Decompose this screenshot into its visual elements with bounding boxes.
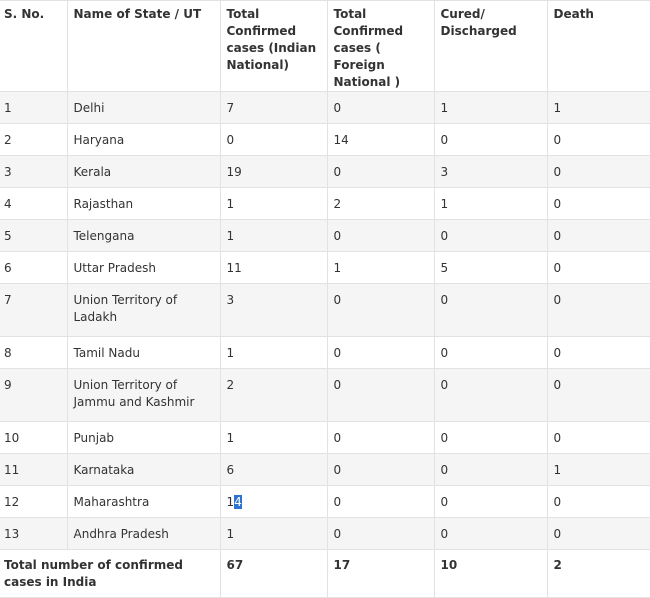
cell-cured: 5 xyxy=(434,252,547,284)
cell-indian: 19 xyxy=(220,156,327,188)
cell-death: 0 xyxy=(547,156,650,188)
cell-foreign: 0 xyxy=(327,518,434,550)
table-row xyxy=(0,188,650,220)
header-sno: S. No. xyxy=(0,1,67,92)
cell-state: Telengana xyxy=(67,220,220,252)
total-foreign: 17 xyxy=(327,550,434,598)
cell-death: 0 xyxy=(547,220,650,252)
cell-foreign: 0 xyxy=(327,486,434,518)
table-row xyxy=(0,369,650,422)
cell-sno: 6 xyxy=(0,252,67,284)
cell-death: 0 xyxy=(547,337,650,369)
cell-state: Delhi xyxy=(67,92,220,124)
cell-death: 1 xyxy=(547,92,650,124)
cell-sno: 9 xyxy=(0,369,67,422)
table-row xyxy=(0,156,650,188)
cell-state: Karnataka xyxy=(67,454,220,486)
table-row xyxy=(0,454,650,486)
header-state: Name of State / UT xyxy=(67,1,220,92)
cell-sno: 13 xyxy=(0,518,67,550)
cell-indian: 1 xyxy=(220,422,327,454)
cell-state: Andhra Pradesh xyxy=(67,518,220,550)
cell-foreign: 1 xyxy=(327,252,434,284)
cell-cured: 0 xyxy=(434,220,547,252)
cell-text: 1 xyxy=(226,495,235,509)
cell-sno: 7 xyxy=(0,284,67,337)
cell-death: 0 xyxy=(547,252,650,284)
cell-sno: 10 xyxy=(0,422,67,454)
header-row xyxy=(0,1,650,92)
table-row xyxy=(0,252,650,284)
table-row xyxy=(0,124,650,156)
cell-cured: 0 xyxy=(434,454,547,486)
cell-cured: 0 xyxy=(434,284,547,337)
cell-death: 0 xyxy=(547,188,650,220)
table-row xyxy=(0,220,650,252)
cell-state: Union Territory of Jammu and Kashmir xyxy=(67,369,220,422)
cell-foreign: 0 xyxy=(327,454,434,486)
cell-death: 0 xyxy=(547,486,650,518)
cell-cured: 3 xyxy=(434,156,547,188)
cell-death: 0 xyxy=(547,369,650,422)
cell-state: Haryana xyxy=(67,124,220,156)
cell-indian: 1 xyxy=(220,220,327,252)
cell-death: 0 xyxy=(547,518,650,550)
cell-state: Uttar Pradesh xyxy=(67,252,220,284)
cell-foreign: 0 xyxy=(327,220,434,252)
cell-sno: 4 xyxy=(0,188,67,220)
table-row xyxy=(0,422,650,454)
cell-indian: 3 xyxy=(220,284,327,337)
cell-indian xyxy=(220,486,327,518)
table-row xyxy=(0,518,650,550)
total-cured: 10 xyxy=(434,550,547,598)
cell-sno: 12 xyxy=(0,486,67,518)
total-death: 2 xyxy=(547,550,650,598)
cell-indian: 0 xyxy=(220,124,327,156)
cell-cured: 0 xyxy=(434,422,547,454)
cell-sno: 2 xyxy=(0,124,67,156)
cell-indian: 1 xyxy=(220,518,327,550)
cell-foreign: 0 xyxy=(327,369,434,422)
cell-state: Punjab xyxy=(67,422,220,454)
cell-foreign: 0 xyxy=(327,156,434,188)
cell-indian: 1 xyxy=(220,188,327,220)
cell-death: 0 xyxy=(547,124,650,156)
cell-sno: 1 xyxy=(0,92,67,124)
cell-sno: 5 xyxy=(0,220,67,252)
cell-cured: 1 xyxy=(434,188,547,220)
cell-indian: 2 xyxy=(220,369,327,422)
total-label: Total number of confirmed cases in India xyxy=(0,550,220,598)
cell-death: 1 xyxy=(547,454,650,486)
cell-indian: 11 xyxy=(220,252,327,284)
cell-foreign: 14 xyxy=(327,124,434,156)
text-selection[interactable]: 4 xyxy=(234,495,242,509)
cell-cured: 0 xyxy=(434,486,547,518)
cell-foreign: 0 xyxy=(327,284,434,337)
cell-sno: 11 xyxy=(0,454,67,486)
header-cured: Cured/ Discharged xyxy=(434,1,547,92)
cell-death: 0 xyxy=(547,284,650,337)
header-indian-cases: Total Confirmed cases (Indian National) xyxy=(220,1,327,92)
cell-cured: 0 xyxy=(434,369,547,422)
cell-state: Maharashtra xyxy=(67,486,220,518)
cell-state: Tamil Nadu xyxy=(67,337,220,369)
cell-sno: 8 xyxy=(0,337,67,369)
header-foreign-cases: Total Confirmed cases ( Foreign National ) xyxy=(327,1,434,92)
cell-death: 0 xyxy=(547,422,650,454)
cell-sno: 3 xyxy=(0,156,67,188)
cell-state: Rajasthan xyxy=(67,188,220,220)
header-death: Death xyxy=(547,1,650,92)
total-indian: 67 xyxy=(220,550,327,598)
cell-state: Kerala xyxy=(67,156,220,188)
cell-indian: 7 xyxy=(220,92,327,124)
total-row xyxy=(0,550,650,598)
cell-foreign: 2 xyxy=(327,188,434,220)
cell-cured: 1 xyxy=(434,92,547,124)
cell-foreign: 0 xyxy=(327,92,434,124)
cell-state: Union Territory of Ladakh xyxy=(67,284,220,337)
cell-indian: 6 xyxy=(220,454,327,486)
cell-foreign: 0 xyxy=(327,337,434,369)
table-row xyxy=(0,486,650,518)
table-row xyxy=(0,92,650,124)
cell-foreign: 0 xyxy=(327,422,434,454)
cell-cured: 0 xyxy=(434,337,547,369)
table-row xyxy=(0,284,650,337)
table-row xyxy=(0,337,650,369)
cell-cured: 0 xyxy=(434,124,547,156)
cell-indian: 1 xyxy=(220,337,327,369)
cell-cured: 0 xyxy=(434,518,547,550)
